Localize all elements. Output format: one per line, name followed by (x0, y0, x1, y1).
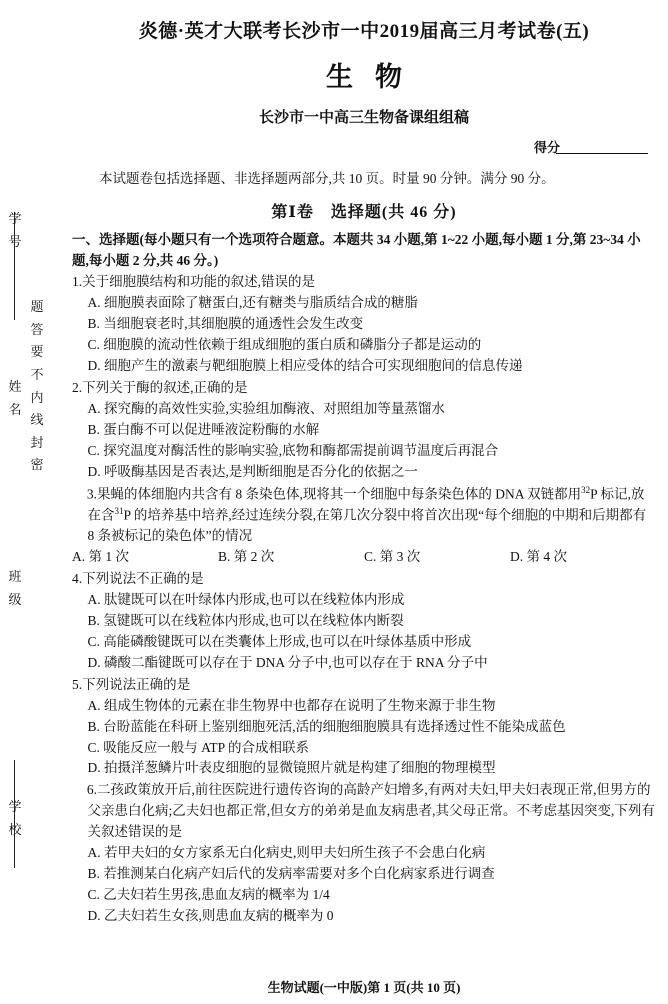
option: C. 第 3 次 (364, 549, 421, 565)
option: D. 拍摄洋葱鳞片叶表皮细胞的显微镜照片就是构建了细胞的物理模型 (87, 760, 496, 776)
instructions: 一、选择题(每小题只有一个选项符合题意。本题共 34 小题,第 1~22 小题,每小题 1 分,第 23~34 小题,每小题 2 分,共 46 分。) (72, 232, 641, 268)
margin-char: 学 (8, 211, 22, 226)
subject-title: 生物 (326, 62, 424, 92)
question-stem: 1.关于细胞膜结构和功能的叙述,错误的是 (72, 274, 315, 290)
option: B. 氢键既可以在线粒体内形成,也可以在线粒体内断裂 (87, 613, 404, 629)
option: C. 吸能反应一般与 ATP 的合成相联系 (87, 739, 310, 755)
option: A. 若甲夫妇的女方家系无白化病史,则甲夫妇所生孩子不会患白化病 (87, 845, 486, 861)
left-margin-strip (0, 0, 70, 1004)
margin-char: 线 (30, 412, 44, 428)
question-stem: 4.下列说法不正确的是 (72, 571, 204, 587)
margin-char: 内 (30, 389, 44, 405)
margin-char: 要 (30, 344, 44, 360)
margin-char: 班 (8, 569, 22, 584)
option: C. 高能磷酸键既可以在类囊体上形成,也可以在叶绿体基质中形成 (87, 633, 472, 649)
margin-char: 号 (8, 233, 22, 249)
option: D. 磷酸二酯键既可以存在于 DNA 分子中,也可以存在于 RNA 分子中 (87, 654, 488, 670)
option: B. 蛋白酶不可以促进唾液淀粉酶的水解 (87, 421, 320, 437)
option: D. 细胞产生的激素与靶细胞膜上相应受体的结合可实现细胞间的信息传递 (87, 357, 523, 373)
option: A. 第 1 次 (72, 549, 129, 565)
score-box (72, 137, 656, 163)
exam-page (72, 0, 656, 1004)
option: A. 肽键既可以在叶绿体内形成,也可以在线粒体内形成 (87, 592, 405, 608)
question-2 (72, 378, 656, 483)
margin-char: 名 (8, 401, 22, 417)
margin-column-school (4, 800, 26, 845)
margin-column-name (4, 380, 26, 425)
margin-column-student-number (4, 212, 26, 257)
option: D. 第 4 次 (510, 549, 567, 565)
score-blank-line (556, 153, 648, 154)
option: A. 探究酶的高效性实验,实验组加酶液、对照组加等量蒸馏水 (87, 400, 445, 416)
margin-char: 校 (8, 821, 22, 837)
question-stem: 6.二孩政策放开后,前往医院进行遗传咨询的高龄产妇增多,有两对夫妇,甲夫妇表现正常,但男方的父亲患白化病;乙夫妇也都正常,但女方的弟弟是血友病患者,其父母正常。不考虑基因突变,下列有关叙述错误的是 (86, 782, 655, 840)
option: C. 乙夫妇若生男孩,患血友病的概率为 1/4 (87, 887, 330, 903)
margin-char: 级 (8, 591, 22, 607)
question-stem: 2.下列关于酶的叙述,正确的是 (72, 379, 248, 395)
margin-char: 密 (30, 457, 44, 473)
question-stem: 3.果蝇的体细胞内共含有 8 条染色体,现将其一个细胞中每条染色体的 DNA 双链都用$^{32}$P 标记,放在含$^{31}$P 的培养基中培养,经过连续分裂,在第几次分裂中将首次出现“每个细胞的中期和后期都有 8 条被标记的染色体”的情况 (86, 484, 647, 544)
option: B. 台盼蓝能在科研上鉴别细胞死活,活的细胞细胞膜具有选择透过性不能染成蓝色 (87, 718, 566, 734)
option: B. 当细胞衰老时,其细胞膜的通透性会发生改变 (87, 316, 364, 332)
option: D. 乙夫妇若生女孩,则患血友病的概率为 0 (87, 907, 334, 923)
exam-note: 本试题卷包括选择题、非选择题两部分,共 10 页。时量 90 分钟。满分 90 分。 (99, 171, 555, 186)
question-3 (72, 484, 656, 569)
question-4 (72, 569, 656, 674)
option: A. 组成生物体的元素在非生物界中也都存在说明了生物来源于非生物 (87, 697, 496, 713)
department-line: 长沙市一中高三生物备课组组稿 (258, 110, 469, 126)
option: C. 探究温度对酶活性的影响实验,底物和酶都需提前调节温度后再混合 (87, 442, 499, 458)
page-title: 炎德·英才大联考长沙市一中2019届高三月考试卷(五) (138, 21, 590, 42)
question-stem: 5.下列说法正确的是 (72, 676, 191, 692)
margin-char: 答 (30, 321, 44, 337)
question-6 (72, 780, 656, 926)
margin-char: 题 (30, 299, 44, 314)
question-1 (72, 272, 656, 377)
score-label: 得分 (533, 140, 560, 155)
margin-column-seal-text (26, 300, 48, 481)
option: D. 呼吸酶基因是否表达,是判断细胞是否分化的依据之一 (87, 463, 418, 479)
margin-column-class (4, 570, 26, 615)
option: C. 细胞膜的流动性依赖于组成细胞的蛋白质和磷脂分子都是运动的 (87, 337, 482, 353)
option: B. 第 2 次 (218, 549, 275, 565)
margin-char: 姓 (8, 379, 22, 394)
option: A. 细胞膜表面除了糖蛋白,还有糖类与脂质结合成的糖脂 (87, 295, 418, 311)
margin-char: 学 (8, 799, 22, 814)
page-footer: 生物试题(一中版)第 1 页(共 10 页) (267, 980, 461, 995)
margin-char: 封 (30, 434, 44, 450)
margin-char: 不 (30, 366, 44, 382)
option: B. 若推测某白化病产妇后代的发病率需要对多个白化病家系进行调查 (87, 866, 495, 882)
option-row (72, 547, 656, 568)
section-title: 第Ⅰ卷 选择题(共 46 分) (271, 204, 457, 222)
question-5 (72, 675, 656, 780)
